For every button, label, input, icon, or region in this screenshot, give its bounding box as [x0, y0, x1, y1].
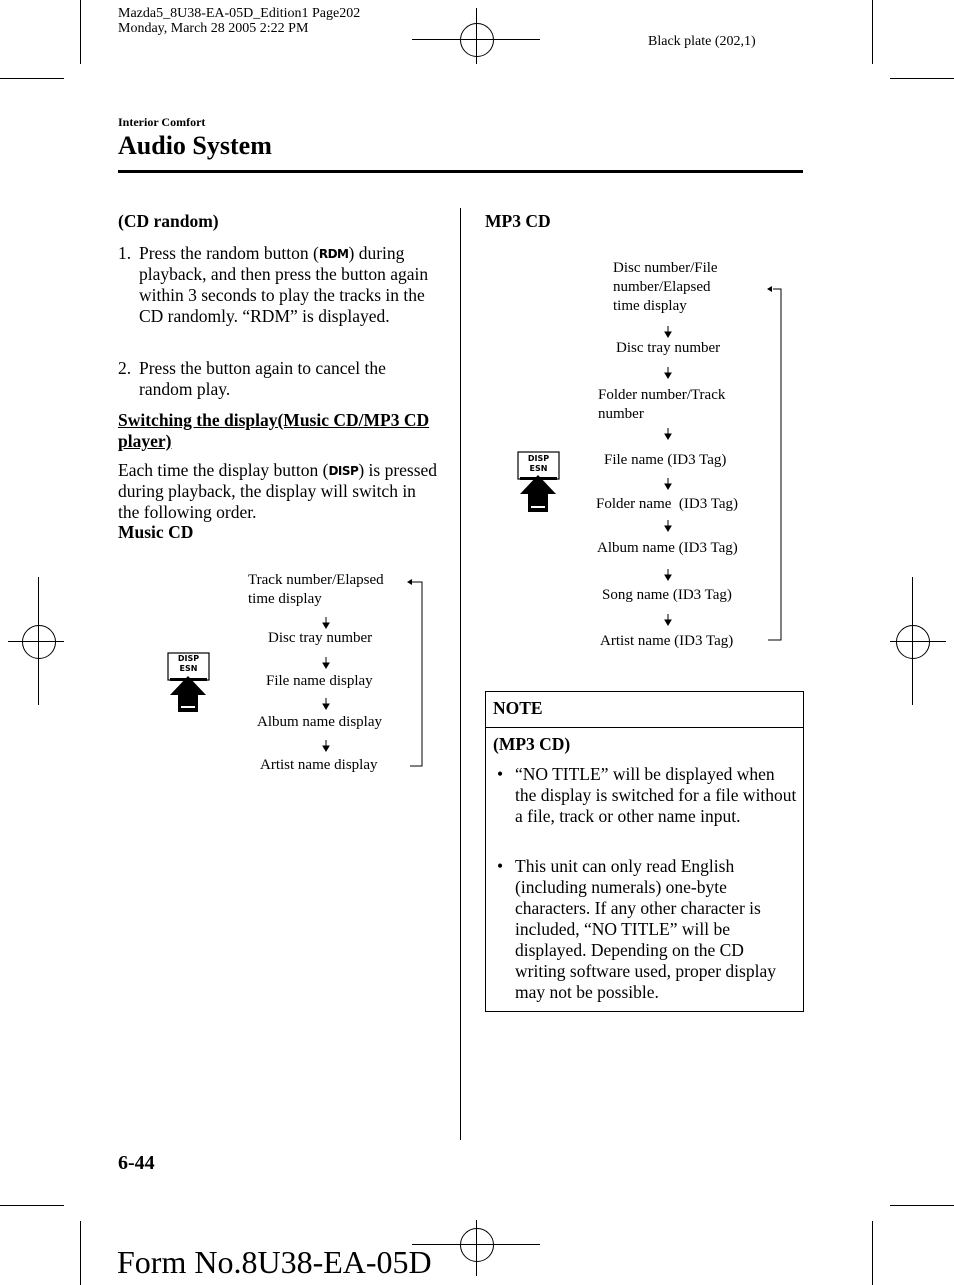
step-text: Press the button again to cancel the random play. — [139, 358, 386, 399]
switch-display-text: Each time the display button (DISP) is pressed during playback, the display will switch in the following order. — [118, 460, 438, 522]
mp3-item: Artist name (ID3 Tag) — [600, 633, 734, 649]
music-item: Disc tray number — [268, 630, 373, 646]
page-number: 6-44 — [118, 1152, 155, 1174]
music-item: Track number/Elapsed — [248, 572, 384, 588]
step-number: 2. — [118, 358, 132, 378]
note-bullet — [497, 764, 797, 827]
button-icon-label: DISP — [527, 454, 550, 463]
music-item: Artist name display — [260, 757, 378, 773]
button-icon-label: ESN — [529, 464, 548, 473]
bullet-icon: • — [497, 856, 504, 876]
mp3-item: Album name (ID3 Tag) — [597, 540, 738, 556]
print-header-date: Monday, March 28 2005 2:22 PM — [118, 21, 309, 36]
note-bullet-text: “NO TITLE” will be displayed when the display is switched for a file without a file, track or other name input. — [515, 764, 797, 826]
print-header-plate: Black plate (202,1) — [648, 34, 756, 49]
print-header-file: Mazda5_8U38-EA-05D_Edition1 Page202 — [118, 6, 361, 21]
mp3-item: time display — [613, 298, 687, 314]
form-number: Form No.8U38-EA-05D — [117, 1244, 432, 1280]
page-title: Audio System — [118, 131, 272, 160]
mp3-item: Song name (ID3 Tag) — [602, 587, 732, 603]
note-bullet-text: This unit can only read English (including numerals) one-byte characters. If any other character is included, “NO TITLE” will be displayed. Depending on the CD writing software used, proper display may not be possible. — [515, 856, 776, 1002]
mp3-item: File name (ID3 Tag) — [604, 452, 727, 468]
disp-key-icon: DISP — [328, 464, 359, 478]
rdm-key-icon: RDM — [318, 247, 349, 261]
mp3-item: number — [598, 406, 644, 422]
mp3-item: number/Elapsed — [613, 279, 711, 295]
music-cd-heading: Music CD — [118, 522, 194, 542]
music-item: time display — [248, 591, 322, 607]
note-bullet — [497, 856, 797, 1003]
note-subheading: (MP3 CD) — [493, 734, 571, 754]
step-text: Press the random button (RDM) during playback, and then press the button again within 3 seconds to play the tracks in the CD randomly. “RDM” is displayed. — [139, 243, 429, 326]
note-title: NOTE — [493, 698, 543, 718]
music-item: File name display — [266, 673, 373, 689]
mp3-item: Disc number/File — [613, 260, 718, 276]
mp3-item: Folder name (ID3 Tag) — [596, 496, 738, 512]
switch-display-heading: Switching the display(Music CD/MP3 CD player) — [118, 410, 430, 451]
section-category: Interior Comfort — [118, 115, 206, 129]
button-icon-label: DISP — [177, 654, 200, 663]
mp3-item: Disc tray number — [616, 340, 721, 356]
cd-random-heading: (CD random) — [118, 211, 219, 231]
mp3-cd-heading: MP3 CD — [485, 211, 551, 231]
button-icon-label: ESN — [179, 664, 198, 673]
music-item: Album name display — [257, 714, 382, 730]
step-number: 1. — [118, 243, 132, 263]
mp3-item: Folder number/Track — [598, 387, 726, 403]
bullet-icon: • — [497, 764, 504, 784]
